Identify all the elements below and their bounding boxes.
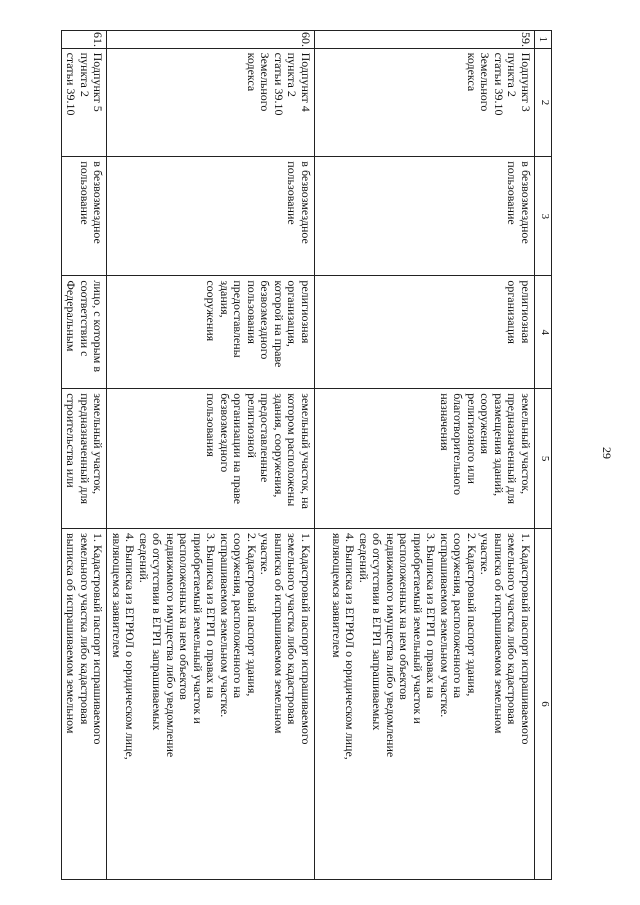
legal-basis-cell: Подпункт 5 пункта 2 статьи 39.10 xyxy=(62,48,108,157)
row-number: 61. xyxy=(62,31,108,49)
column-header-5: 5 xyxy=(535,389,552,529)
column-header-4: 4 xyxy=(535,276,552,389)
applicant-cell: религиозная организация xyxy=(315,276,535,389)
column-header-3: 3 xyxy=(535,157,552,276)
table-row xyxy=(107,31,315,880)
right-type-cell: в безвозмездное пользование xyxy=(62,157,108,276)
row-number: 59. xyxy=(315,31,535,49)
documents-cell: 1. Кадастровый паспорт испрашиваемого земельного участка либо кадастровая выписка об испрашиваемом земельном xyxy=(62,528,108,879)
page-number: 29 xyxy=(600,447,614,459)
column-header-6: 6 xyxy=(535,528,552,879)
documents-cell: 1. Кадастровый паспорт испрашиваемого земельного участка либо кадастровая выписка об испрашиваемом земельном участке. 2. Кадастровый паспорт здания, сооружения, расположенного на испрашиваемом земельном участке. 3. Выписка из ЕГРП о правах на приобретаемый земельный участок и расположенных на нем объектов недвижимого имущества либо уведомление об отсутствии в ЕГРП запрашиваемых сведений. 4. Выписка из ЕГРЮЛ о юридическом лице, являющемся заявителем xyxy=(107,528,315,879)
legal-basis-cell: Подпункт 4 пункта 2 статьи 39.10 Земельного кодекса xyxy=(107,48,315,157)
table-header-row xyxy=(535,31,552,880)
column-header-2: 2 xyxy=(535,48,552,157)
documents-cell: 1. Кадастровый паспорт испрашиваемого земельного участка либо кадастровая выписка об испрашиваемом земельном участке. 2. Кадастровый паспорт здания, сооружения, расположенного на испрашиваемом земельном участке. 3. Выписка из ЕГРП о правах на приобретаемый земельный участок и расположенных на нем объектов недвижимого имущества либо уведомление об отсутствии в ЕГРП запрашиваемых сведений. 4. Выписка из ЕГРЮЛ о юридическом лице, являющемся заявителем xyxy=(315,528,535,879)
legal-basis-cell: Подпункт 3 пункта 2 статьи 39.10 Земельного кодекса xyxy=(315,48,535,157)
applicant-cell: лицо, с которым в соответствии с Федеральным xyxy=(62,276,108,389)
documents-table xyxy=(61,30,552,880)
right-type-cell: в безвозмездное пользование xyxy=(107,157,315,276)
land-parcel-cell: земельный участок, предназначенный для размещения зданий, сооружения религиозного или благотворительного назначения xyxy=(315,389,535,529)
land-parcel-cell: земельный участок, предназначенный для строительства или xyxy=(62,389,108,529)
table-row xyxy=(315,31,535,880)
land-parcel-cell: земельный участок, на котором расположены здания, сооружения, предоставленные религиозной организации на праве безвозмездного пользования xyxy=(107,389,315,529)
rotated-table-container xyxy=(64,30,552,880)
table-row xyxy=(62,31,108,880)
applicant-cell: религиозная организация, которой на праве безвозмездного пользования предоставлены здания, сооружения xyxy=(107,276,315,389)
right-type-cell: в безвозмездное пользование xyxy=(315,157,535,276)
row-number: 60. xyxy=(107,31,315,49)
column-header-1: 1 xyxy=(535,31,552,49)
